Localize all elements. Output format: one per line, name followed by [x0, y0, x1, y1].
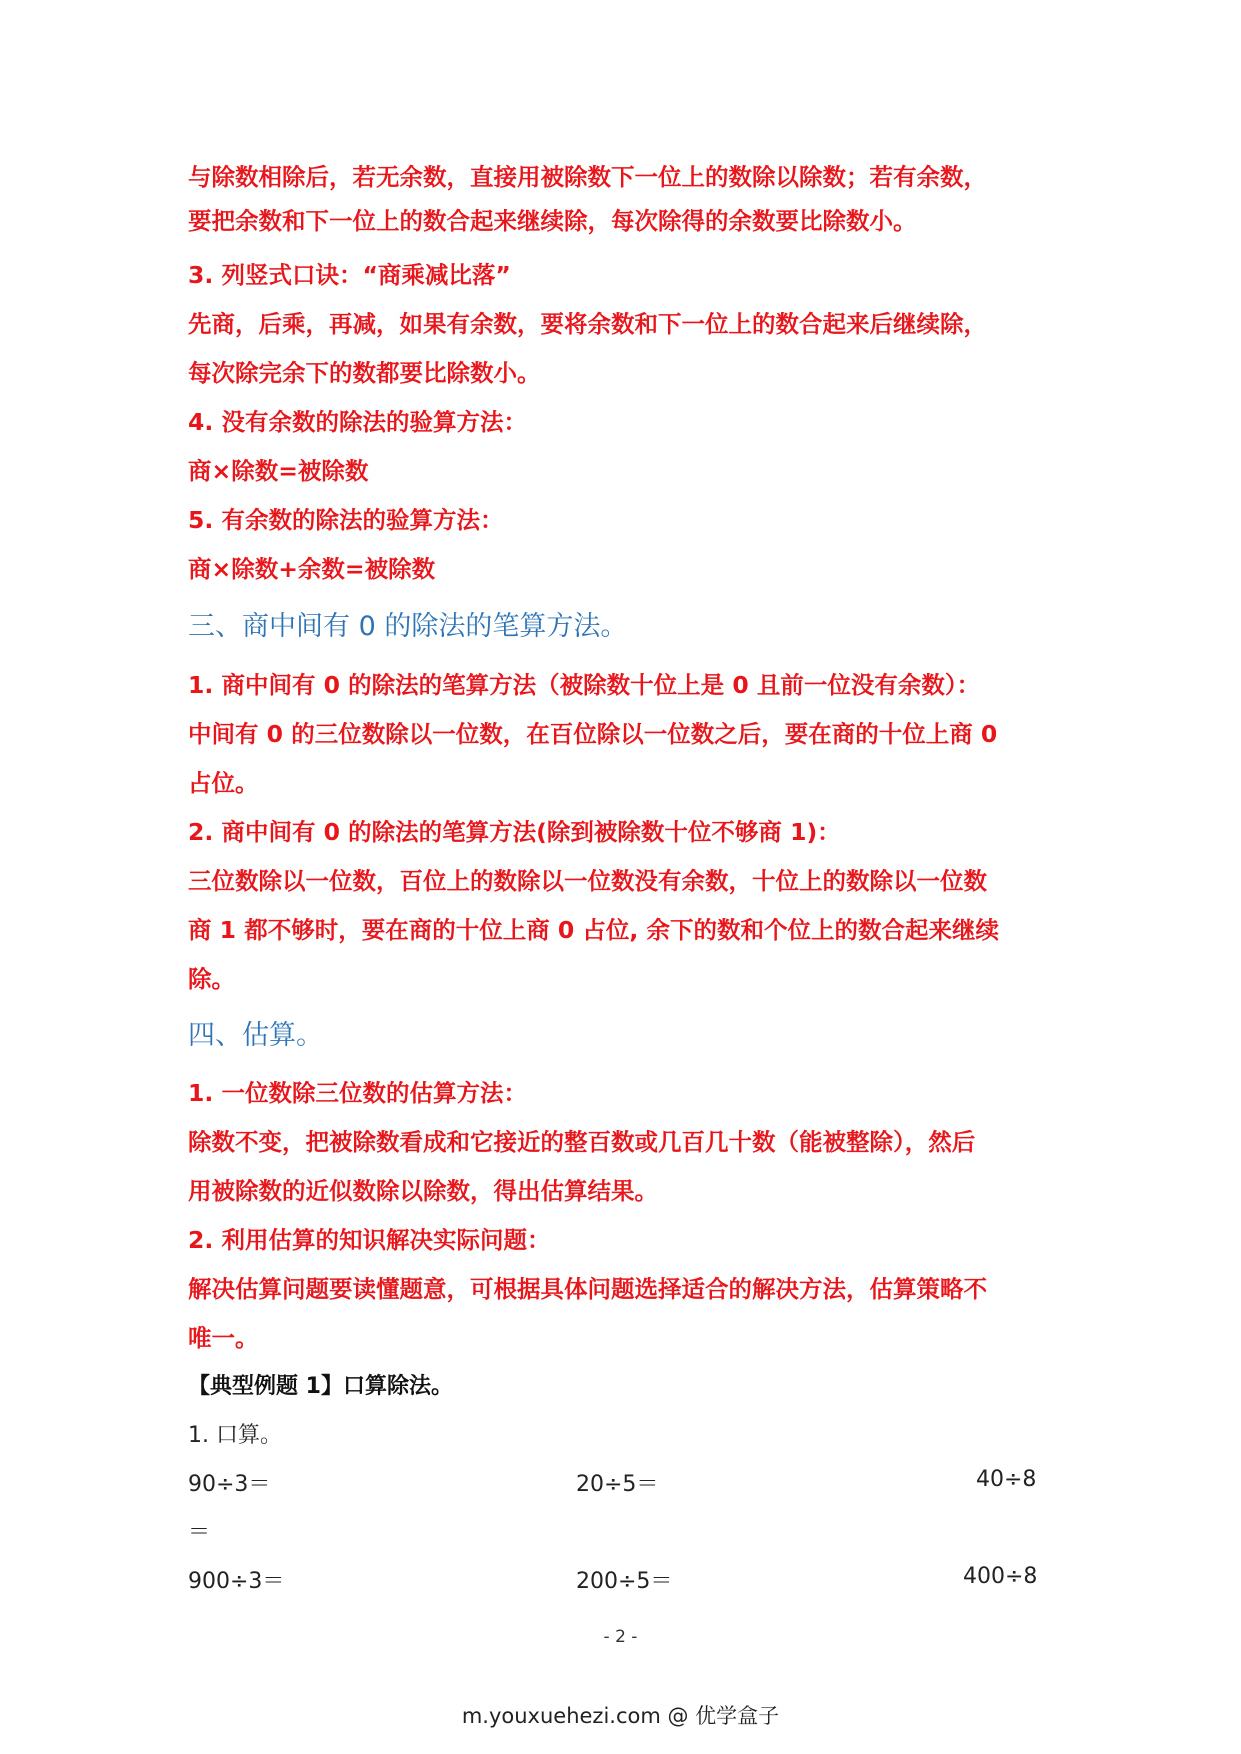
text-line: 商×除数+余数=被除数	[188, 555, 436, 583]
text-line: 每次除完余下的数都要比除数小。	[188, 359, 541, 387]
text-line: 商 1 都不够时，要在商的十位上商 0 占位, 余下的数和个位上的数合起来继续	[188, 916, 1000, 944]
problem-item-wrap: ＝	[188, 1520, 211, 1545]
text-line: 1. 一位数除三位数的估算方法：	[188, 1079, 527, 1107]
problem-item: 40÷8	[976, 1467, 1037, 1492]
text-line: 5. 有余数的除法的验算方法：	[188, 506, 504, 534]
page-number: - 2 -	[603, 1627, 638, 1647]
text-line: 先商，后乘，再减，如果有余数，要将余数和下一位上的数合起来后继续除，	[188, 310, 987, 338]
section-heading: 三、商中间有 0 的除法的笔算方法。	[188, 611, 628, 642]
section-heading: 四、估算。	[188, 1020, 323, 1051]
text-line: 中间有 0 的三位数除以一位数，在百位除以一位数之后，要在商的十位上商 0	[188, 720, 998, 748]
text-line: 唯一。	[188, 1324, 259, 1352]
problem-item: 90÷3＝	[188, 1472, 271, 1497]
text-line: 解决估算问题要读懂题意，可根据具体问题选择适合的解决方法，估算策略不	[188, 1275, 987, 1303]
problem-item: 20÷5＝	[576, 1472, 659, 1497]
text-line: 占位。	[188, 769, 259, 797]
text-line: 3. 列竖式口诀：“商乘减比落”	[188, 261, 511, 289]
question-label: 1. 口算。	[188, 1423, 282, 1448]
text-line: 用被除数的近似数除以除数，得出估算结果。	[188, 1177, 658, 1205]
text-line: 除。	[188, 965, 235, 993]
text-line: 2. 商中间有 0 的除法的笔算方法(除到被除数十位不够商 1)：	[188, 818, 841, 846]
problem-item: 900÷3＝	[188, 1569, 285, 1594]
text-line: 2. 利用估算的知识解决实际问题：	[188, 1226, 551, 1254]
problem-item: 400÷8	[963, 1564, 1038, 1589]
text-line: 1. 商中间有 0 的除法的笔算方法（被除数十位上是 0 且前一位没有余数）：	[188, 671, 981, 699]
text-line: 商×除数=被除数	[188, 457, 369, 485]
text-line: 4. 没有余数的除法的验算方法：	[188, 408, 527, 436]
text-line: 除数不变，把被除数看成和它接近的整百数或几百几十数（能被整除），然后	[188, 1128, 976, 1156]
footer-watermark: m.youxuehezi.com @ 优学盒子	[461, 1704, 780, 1728]
problem-item: 200÷5＝	[576, 1569, 673, 1594]
text-line: 与除数相除后，若无余数，直接用被除数下一位上的数除以除数；若有余数，	[188, 163, 987, 191]
text-line: 三位数除以一位数，百位上的数除以一位数没有余数，十位上的数除以一位数	[188, 867, 987, 895]
text-line: 要把余数和下一位上的数合起来继续除，每次除得的余数要比除数小。	[188, 207, 917, 235]
example-heading: 【典型例题 1】口算除法。	[188, 1374, 453, 1399]
